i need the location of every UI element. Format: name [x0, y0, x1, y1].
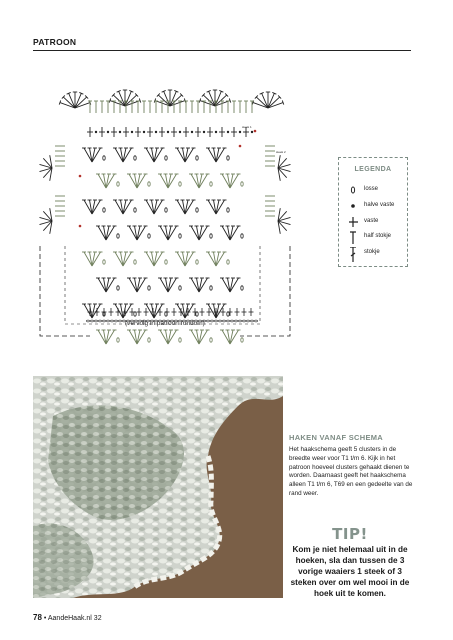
half-double-crochet-icon	[349, 231, 361, 245]
chain-stitch	[241, 182, 243, 186]
chain-stitch	[179, 182, 181, 186]
chain-stitch	[117, 338, 119, 342]
slip-stitch-dot	[155, 131, 157, 133]
start-marker	[239, 145, 242, 148]
chain-stitch	[196, 208, 198, 212]
chain-stitch	[210, 286, 212, 290]
foundation-chain	[91, 320, 94, 322]
foundation-chain	[95, 320, 98, 322]
start-marker	[79, 175, 82, 178]
chain-stitch	[103, 260, 105, 264]
chain-stitch	[117, 182, 119, 186]
chain-stitch	[227, 156, 229, 160]
legend-box	[338, 157, 408, 267]
chain-stitch	[210, 338, 212, 342]
chain-stitch	[165, 156, 167, 160]
foundation-chain	[251, 320, 254, 322]
chain-stitch-icon	[349, 184, 361, 196]
slip-stitch-dot	[191, 131, 193, 133]
legend-label-chain: losse	[364, 186, 379, 192]
stitch-mark-label: steek 2	[276, 150, 286, 154]
slip-stitch-dot	[227, 131, 229, 133]
chain-stitch	[148, 338, 150, 342]
chain-stitch	[134, 312, 136, 316]
legend-label-hdc: half stokje	[364, 233, 392, 239]
single-crochet-icon	[349, 216, 361, 228]
start-marker	[79, 225, 82, 228]
chain-stitch	[134, 156, 136, 160]
stitch-mark-label: steek 1	[242, 125, 252, 129]
foundation-chain	[255, 320, 258, 322]
slip-stitch-dot	[143, 131, 145, 133]
tip-heading: TIP!	[332, 525, 368, 543]
continuation-line	[240, 246, 290, 336]
chain-stitch	[210, 182, 212, 186]
chain-stitch	[241, 286, 243, 290]
magazine-name: AandeHaak.nl 32	[47, 615, 102, 622]
foundation-chain	[215, 320, 218, 322]
legend-row-hdc	[349, 231, 407, 243]
chain-stitch	[241, 338, 243, 342]
foundation-chain	[103, 320, 106, 322]
chain-stitch	[103, 156, 105, 160]
slip-stitch-dot	[131, 131, 133, 133]
legend-row-slip	[349, 200, 407, 212]
chain-stitch	[117, 234, 119, 238]
foundation-chain	[99, 320, 102, 322]
foundation-chain	[247, 320, 250, 322]
foundation-chain	[87, 320, 90, 322]
blanket-photo	[33, 376, 283, 598]
chain-stitch	[165, 208, 167, 212]
foundation-chain	[211, 320, 214, 322]
chain-stitch	[134, 208, 136, 212]
foundation-chain	[207, 320, 210, 322]
chain-stitch	[227, 312, 229, 316]
title-divider	[33, 50, 411, 51]
section-title: PATROON	[33, 37, 77, 47]
foundation-chain	[115, 320, 118, 322]
chain-stitch	[117, 286, 119, 290]
slip-stitch-dot	[119, 131, 121, 133]
double-crochet-icon	[349, 247, 361, 263]
foundation-chain	[107, 320, 110, 322]
legend-label-sc: vaste	[364, 218, 379, 224]
foundation-chain	[243, 320, 246, 322]
legend-label-slip: halve vaste	[364, 202, 395, 208]
legend-row-sc	[349, 216, 407, 228]
chain-stitch	[227, 260, 229, 264]
chain-stitch	[148, 234, 150, 238]
slip-stitch-icon	[349, 200, 361, 212]
slip-stitch-dot	[179, 131, 181, 133]
slip-stitch-dot	[107, 131, 109, 133]
page-footer	[33, 613, 102, 622]
article-subheading: HAKEN VANAF SCHEMA	[289, 433, 384, 442]
start-marker	[254, 130, 257, 133]
slip-stitch-dot	[251, 131, 253, 133]
slip-stitch-dot	[239, 131, 241, 133]
chain-stitch	[103, 208, 105, 212]
chart-caption: (vervolg in patroon rondom)	[125, 320, 205, 327]
chain-stitch	[227, 208, 229, 212]
legend-row-dc	[349, 247, 407, 259]
slip-stitch-dot	[203, 131, 205, 133]
chain-stitch	[196, 260, 198, 264]
slip-stitch-dot	[215, 131, 217, 133]
article-body: Het haakschema geeft 5 clusters in de breedte weer voor T1 t/m 6. Kijk in het patroon hoeveel clusters gehaakt dienen te worden. Daarnaast geeft het haakschema alleen T1 t/m 6, T69 en een gedeelte van de rand weer.	[289, 446, 413, 497]
chain-stitch	[134, 260, 136, 264]
chain-stitch	[179, 286, 181, 290]
foundation-chain	[219, 320, 222, 322]
foundation-chain	[239, 320, 242, 322]
page-number: 78	[33, 613, 42, 622]
foundation-chain	[231, 320, 234, 322]
chain-stitch	[179, 234, 181, 238]
slip-stitch-dot	[167, 131, 169, 133]
chain-stitch	[196, 156, 198, 160]
chain-stitch	[148, 182, 150, 186]
foundation-chain	[223, 320, 226, 322]
chain-stitch	[179, 338, 181, 342]
chain-stitch	[241, 234, 243, 238]
chain-stitch	[210, 234, 212, 238]
crochet-chart	[30, 76, 300, 346]
slip-stitch-dot	[95, 131, 97, 133]
legend-row-chain	[349, 184, 407, 196]
foundation-chain	[227, 320, 230, 322]
tip-text: Kom je niet helemaal uit in de hoeken, sla dan tussen de 3 vorige waaiers 1 steek of 3 steken over om wel mooi in de hoek uit te komen.	[290, 545, 410, 598]
foundation-chain	[111, 320, 114, 322]
foundation-chain	[119, 320, 122, 322]
footer-bullet: •	[43, 615, 47, 622]
foundation-chain	[235, 320, 238, 322]
chain-stitch	[148, 286, 150, 290]
legend-label-dc: stokje	[364, 249, 380, 255]
legend-title: LEGENDA	[354, 166, 392, 173]
chain-stitch	[165, 260, 167, 264]
chain-stitch	[196, 312, 198, 316]
